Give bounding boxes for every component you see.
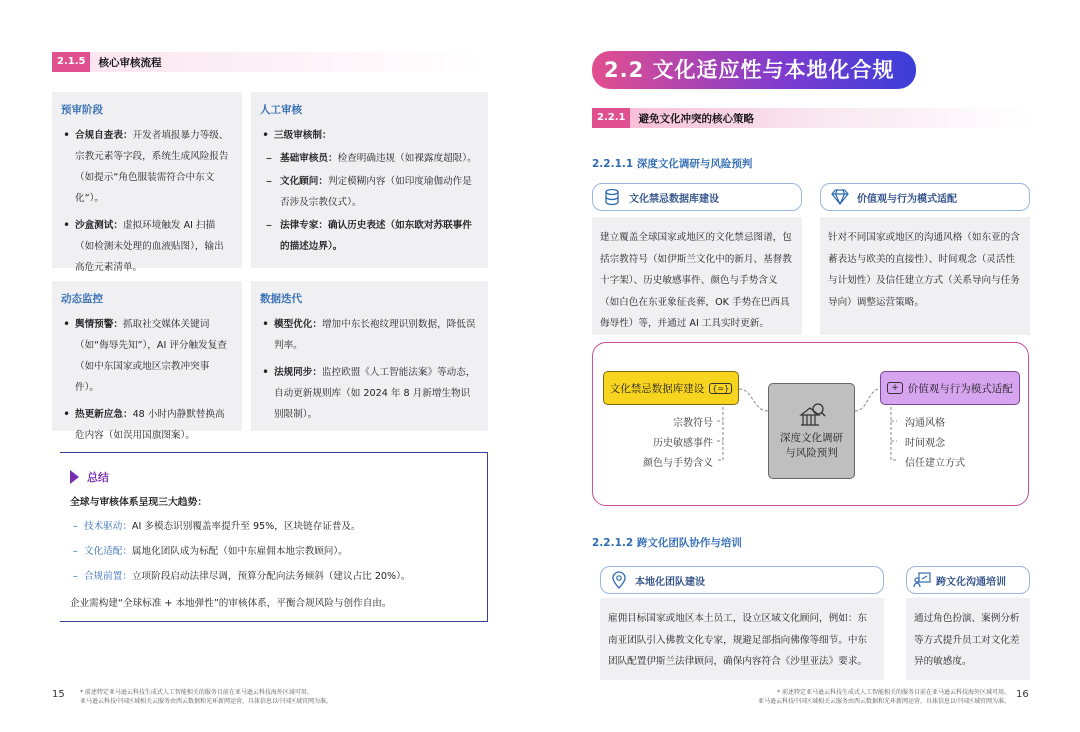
summary-closing: 企业需构建“全球标准 + 本地弹性”的审核体系，平衡合规风险与创作自由。	[70, 598, 392, 609]
page-number: 16	[1016, 689, 1029, 700]
list-item: • 合规自查表：开发者填报暴力等级、宗教元素等字段，系统生成风险报告（如提示“角色服装需符合中东文化”）。	[61, 125, 233, 209]
card-title: 价值观与行为模式适配	[857, 193, 957, 205]
location-pin-icon	[611, 571, 627, 589]
mind-node-left: 文化禁忌数据库建设 {=}	[603, 371, 739, 405]
list-item: – 文化顾问：判定模糊内容（如印度瑜伽动作是否涉及宗教仪式）。	[260, 171, 479, 213]
mind-leaf: 沟通风格	[905, 418, 945, 429]
card-data-iteration	[251, 281, 488, 431]
card-taboo-database	[592, 183, 802, 329]
card-header	[820, 183, 1030, 211]
card-title: 本地化团队建设	[635, 576, 705, 588]
list-item: • 热更新应急：48 小时内静默替换高危内容（如误用国旗图案）。	[61, 404, 233, 446]
list-item: – 法律专家：确认历史表述（如东欧对苏联事件的描述边界）。	[260, 215, 479, 257]
card-dynamic-monitor	[52, 281, 242, 441]
mind-node-center: 深度文化调研与风险预判	[768, 383, 855, 479]
list-item: • 模型优化：增加中东长袍纹理识别数据，降低误判率。	[260, 314, 479, 356]
section-number: 2.1.5	[52, 52, 90, 72]
footnote: * 前述特定亚马逊云科技生成式人工智能相关的服务目前在亚马逊云科技海外区域可用。 亚马逊云科技中国区域相关云服务由西云数据和光环新网运营，具体信息以中国区域官网为准。	[80, 689, 333, 705]
card-pre-review	[52, 92, 242, 273]
section-number: 2.2.1	[592, 108, 630, 128]
card-cross-culture-training	[906, 566, 1030, 678]
list-item: • 法规同步：监控欧盟《人工智能法案》等动态，自动更新规则库（如 2024 年 8 月新增生物识别限制）。	[260, 362, 479, 425]
section-header	[52, 52, 482, 72]
list-item: – 基础审核员：检查明确违规（如裸露度超限）。	[260, 148, 479, 169]
mind-leaf: 信任建立方式	[905, 458, 965, 469]
code-icon: {=}	[709, 383, 732, 394]
card-title: 预审阶段	[61, 104, 103, 116]
triangle-icon	[70, 470, 79, 484]
card-title: 跨文化沟通培训	[936, 576, 1006, 588]
search-building-icon	[797, 401, 827, 429]
section-header	[592, 108, 1032, 128]
card-header	[906, 566, 1030, 594]
card-body: 通过角色扮演、案例分析等方式提升员工对文化差异的敏感度。	[906, 598, 1030, 680]
mind-node-right: + 价值观与行为模式适配	[880, 371, 1020, 405]
summary-item: – 文化适配：属地化团队成为标配（如中东雇佣本地宗教顾问）。	[70, 546, 348, 557]
mind-map	[592, 342, 1029, 506]
subsection-title: 2.2.1.2 跨文化团队协作与培训	[592, 537, 742, 549]
mind-leaf: 宗教符号	[673, 418, 713, 429]
card-title: 人工审核	[260, 104, 302, 116]
list-item: • 沙盒测试：虚拟环境触发 AI 扫描（如检测未处理的血液贴图），输出高危元素清单。	[61, 215, 233, 278]
plus-icon: +	[887, 382, 903, 394]
presenter-icon	[913, 572, 931, 588]
summary-item: – 技术驱动：AI 多模态识别覆盖率提升至 95%，区块链存证普及。	[70, 521, 361, 532]
mind-leaf: 颜色与手势含义	[643, 458, 713, 469]
card-body: 针对不同国家或地区的沟通风格（如东亚的含蓄表达与欧美的直接性）、时间观念（灵活性与计划性）及信任建立方式（关系导向与任务导向）调整运营策略。	[820, 217, 1030, 335]
section-title: 避免文化冲突的核心策略	[638, 112, 754, 125]
summary-item: – 合规前置：立项阶段启动法律尽调，预算分配向法务倾斜（建议占比 20%）。	[70, 571, 411, 582]
mind-leaf: 历史敏感事件	[653, 438, 713, 449]
card-header	[600, 566, 884, 594]
card-title: 文化禁忌数据库建设	[629, 193, 719, 205]
card-header	[592, 183, 802, 211]
card-manual-review	[251, 92, 488, 268]
page-number: 15	[52, 689, 65, 700]
summary-lead: 全球与审核体系呈现三大趋势：	[70, 497, 208, 508]
summary-box	[60, 452, 488, 622]
list-item: • 三级审核制：	[260, 125, 479, 146]
card-title: 动态监控	[61, 293, 103, 305]
summary-header	[70, 469, 477, 485]
card-title: 数据迭代	[260, 293, 302, 305]
card-body: 雇佣目标国家或地区本土员工，设立区域文化顾问，例如：东南亚团队引入佛教文化专家，规避足部指向佛像等细节。中东团队配置伊斯兰法律顾问，确保内容符合《沙里亚法》要求。	[600, 598, 884, 680]
diamond-icon	[831, 189, 849, 205]
card-body: 建立覆盖全球国家或地区的文化禁忌图谱，包括宗教符号（如伊斯兰文化中的新月、基督教十字架）、历史敏感事件、颜色与手势含义（如白色在东亚象征丧葬，OK 手势在巴西具侮辱性）等，并通过 AI 工具实时更新。	[592, 217, 802, 335]
section-title: 核心审核流程	[98, 56, 162, 69]
database-icon	[603, 188, 621, 206]
summary-title: 总结	[87, 471, 109, 484]
card-local-team	[600, 566, 884, 678]
card-values-adaptation	[820, 183, 1030, 329]
chapter-title: 2.2 文化适应性与本地化合规	[592, 51, 916, 89]
footnote: * 前述特定亚马逊云科技生成式人工智能相关的服务目前在亚马逊云科技海外区域可用。 亚马逊云科技中国区域相关云服务由西云数据和光环新网运营，具体信息以中国区域官网为准。	[757, 689, 1010, 705]
mind-leaf: 时间观念	[905, 438, 945, 449]
subsection-title: 2.2.1.1 深度文化调研与风险预判	[592, 158, 753, 170]
list-item: • 舆情预警：抓取社交媒体关键词（如“侮辱先知”），AI 评分触发复查（如中东国家或地区宗教冲突事件）。	[61, 314, 233, 398]
